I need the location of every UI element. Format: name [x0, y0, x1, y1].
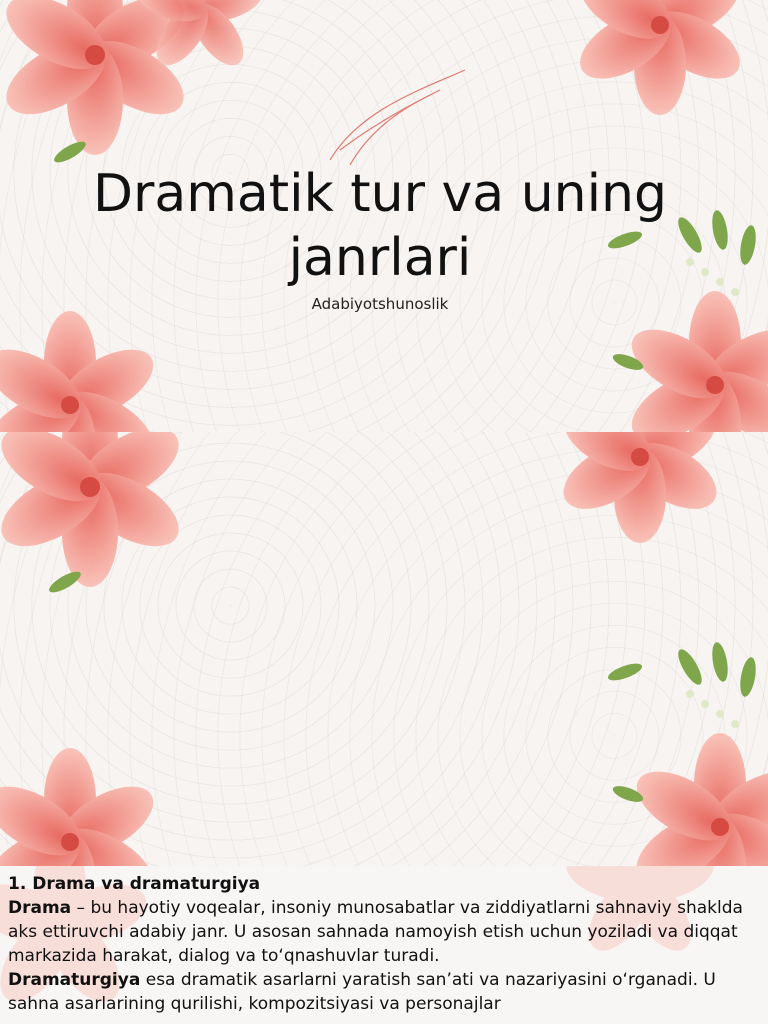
title-slide — [0, 0, 768, 432]
slide-subtitle: Adabiyotshunoslik — [311, 295, 449, 313]
paragraph-drama — [8, 896, 760, 968]
slide-title: Dramatik tur va uning janrlari — [92, 164, 668, 288]
paragraph-dramaturgiya-text: esa dramatik asarlarni yaratish san’ati va nazariyasini o‘rganadi. U sahna asarlarining qurilishi, kompozitsiyasi va personajlar — [8, 970, 716, 1014]
paragraph-drama-text: – bu hayotiy voqealar, insoniy munosabatlar va ziddiyatlarni sahnaviy shaklda aks ettiruvchi adabiy janr. U asosan sahnada namoyish etish uchun yoziladi va diqqat markazida harakat, dialog va to‘qnashuvlar turadi. — [8, 898, 743, 966]
contents-slide — [0, 432, 768, 866]
term-drama: Drama — [8, 898, 72, 918]
text-page — [0, 866, 768, 1024]
flower-decoration-icon — [0, 432, 768, 866]
document-text — [8, 872, 760, 1016]
term-dramaturgiya: Dramaturgiya — [8, 970, 141, 990]
section-title: 1. Drama va dramaturgiya — [8, 874, 261, 894]
paragraph-dramaturgiya — [8, 968, 760, 1016]
